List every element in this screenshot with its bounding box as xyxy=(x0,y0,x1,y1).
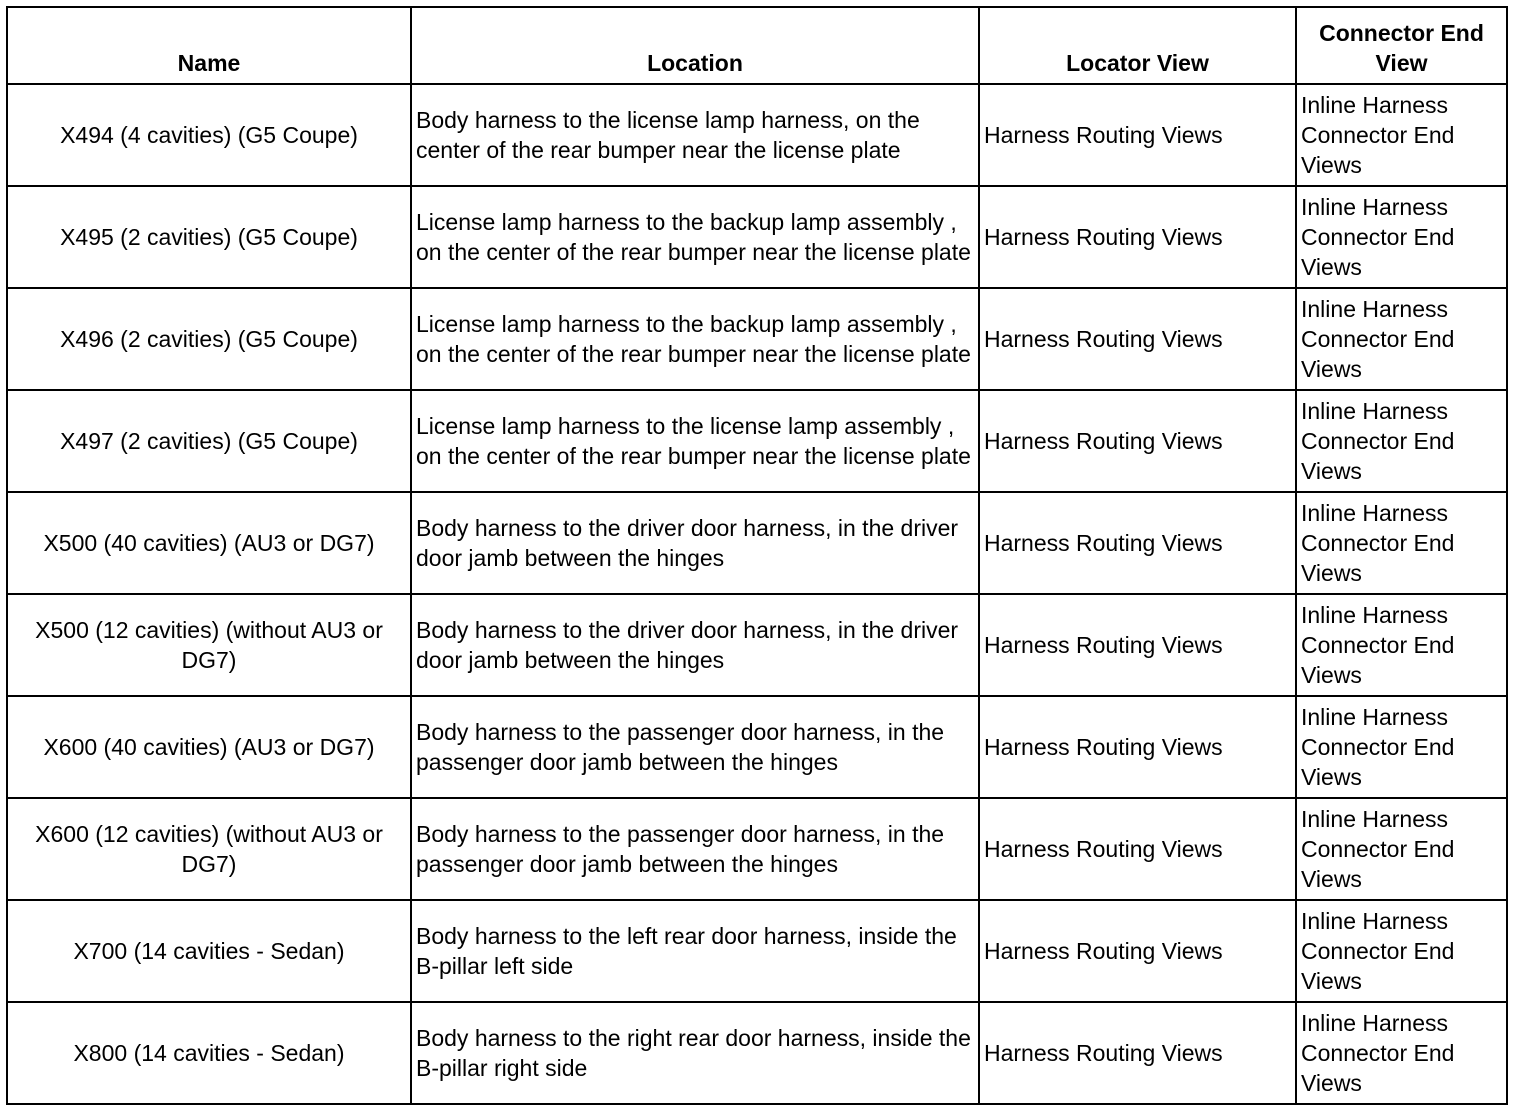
cell-location: License lamp harness to the license lamp assembly , on the center of the rear bumper near the license plate xyxy=(411,390,979,492)
cell-locator-view: Harness Routing Views xyxy=(979,1002,1296,1104)
cell-name: X600 (40 cavities) (AU3 or DG7) xyxy=(7,696,411,798)
cell-name: X500 (40 cavities) (AU3 or DG7) xyxy=(7,492,411,594)
cell-connector-end-view: Inline Harness Connector End Views xyxy=(1296,1002,1507,1104)
connector-table xyxy=(6,6,1508,1105)
cell-connector-end-view: Inline Harness Connector End Views xyxy=(1296,798,1507,900)
cell-name: X495 (2 cavities) (G5 Coupe) xyxy=(7,186,411,288)
cell-connector-end-view: Inline Harness Connector End Views xyxy=(1296,390,1507,492)
column-header-connector-end-view: Connector End View xyxy=(1296,7,1507,84)
table-row xyxy=(7,288,1507,390)
cell-locator-view: Harness Routing Views xyxy=(979,594,1296,696)
cell-connector-end-view: Inline Harness Connector End Views xyxy=(1296,84,1507,186)
cell-location: Body harness to the license lamp harness, on the center of the rear bumper near the license plate xyxy=(411,84,979,186)
cell-name: X500 (12 cavities) (without AU3 or DG7) xyxy=(7,594,411,696)
table-row xyxy=(7,84,1507,186)
cell-location: Body harness to the left rear door harness, inside the B-pillar left side xyxy=(411,900,979,1002)
cell-locator-view: Harness Routing Views xyxy=(979,798,1296,900)
cell-location: License lamp harness to the backup lamp assembly , on the center of the rear bumper near the license plate xyxy=(411,186,979,288)
table-row xyxy=(7,390,1507,492)
cell-name: X700 (14 cavities - Sedan) xyxy=(7,900,411,1002)
table-row xyxy=(7,492,1507,594)
cell-connector-end-view: Inline Harness Connector End Views xyxy=(1296,594,1507,696)
cell-locator-view: Harness Routing Views xyxy=(979,186,1296,288)
table-row xyxy=(7,186,1507,288)
cell-location: Body harness to the passenger door harness, in the passenger door jamb between the hinges xyxy=(411,696,979,798)
table-row xyxy=(7,1002,1507,1104)
cell-location: Body harness to the driver door harness, in the driver door jamb between the hinges xyxy=(411,492,979,594)
table-header-row xyxy=(7,7,1507,84)
cell-locator-view: Harness Routing Views xyxy=(979,390,1296,492)
table-row xyxy=(7,900,1507,1002)
cell-location: Body harness to the right rear door harness, inside the B-pillar right side xyxy=(411,1002,979,1104)
cell-locator-view: Harness Routing Views xyxy=(979,84,1296,186)
cell-name: X600 (12 cavities) (without AU3 or DG7) xyxy=(7,798,411,900)
column-header-name: Name xyxy=(7,7,411,84)
cell-location: Body harness to the driver door harness, in the driver door jamb between the hinges xyxy=(411,594,979,696)
cell-locator-view: Harness Routing Views xyxy=(979,288,1296,390)
cell-name: X800 (14 cavities - Sedan) xyxy=(7,1002,411,1104)
cell-connector-end-view: Inline Harness Connector End Views xyxy=(1296,492,1507,594)
cell-locator-view: Harness Routing Views xyxy=(979,696,1296,798)
cell-connector-end-view: Inline Harness Connector End Views xyxy=(1296,288,1507,390)
cell-name: X497 (2 cavities) (G5 Coupe) xyxy=(7,390,411,492)
table-row xyxy=(7,594,1507,696)
cell-location: License lamp harness to the backup lamp assembly , on the center of the rear bumper near the license plate xyxy=(411,288,979,390)
cell-connector-end-view: Inline Harness Connector End Views xyxy=(1296,696,1507,798)
cell-locator-view: Harness Routing Views xyxy=(979,492,1296,594)
column-header-locator-view: Locator View xyxy=(979,7,1296,84)
table-row xyxy=(7,798,1507,900)
cell-name: X494 (4 cavities) (G5 Coupe) xyxy=(7,84,411,186)
cell-name: X496 (2 cavities) (G5 Coupe) xyxy=(7,288,411,390)
connector-table-sheet xyxy=(6,6,1506,1105)
table-row xyxy=(7,696,1507,798)
column-header-location: Location xyxy=(411,7,979,84)
cell-location: Body harness to the passenger door harness, in the passenger door jamb between the hinges xyxy=(411,798,979,900)
cell-locator-view: Harness Routing Views xyxy=(979,900,1296,1002)
cell-connector-end-view: Inline Harness Connector End Views xyxy=(1296,900,1507,1002)
cell-connector-end-view: Inline Harness Connector End Views xyxy=(1296,186,1507,288)
